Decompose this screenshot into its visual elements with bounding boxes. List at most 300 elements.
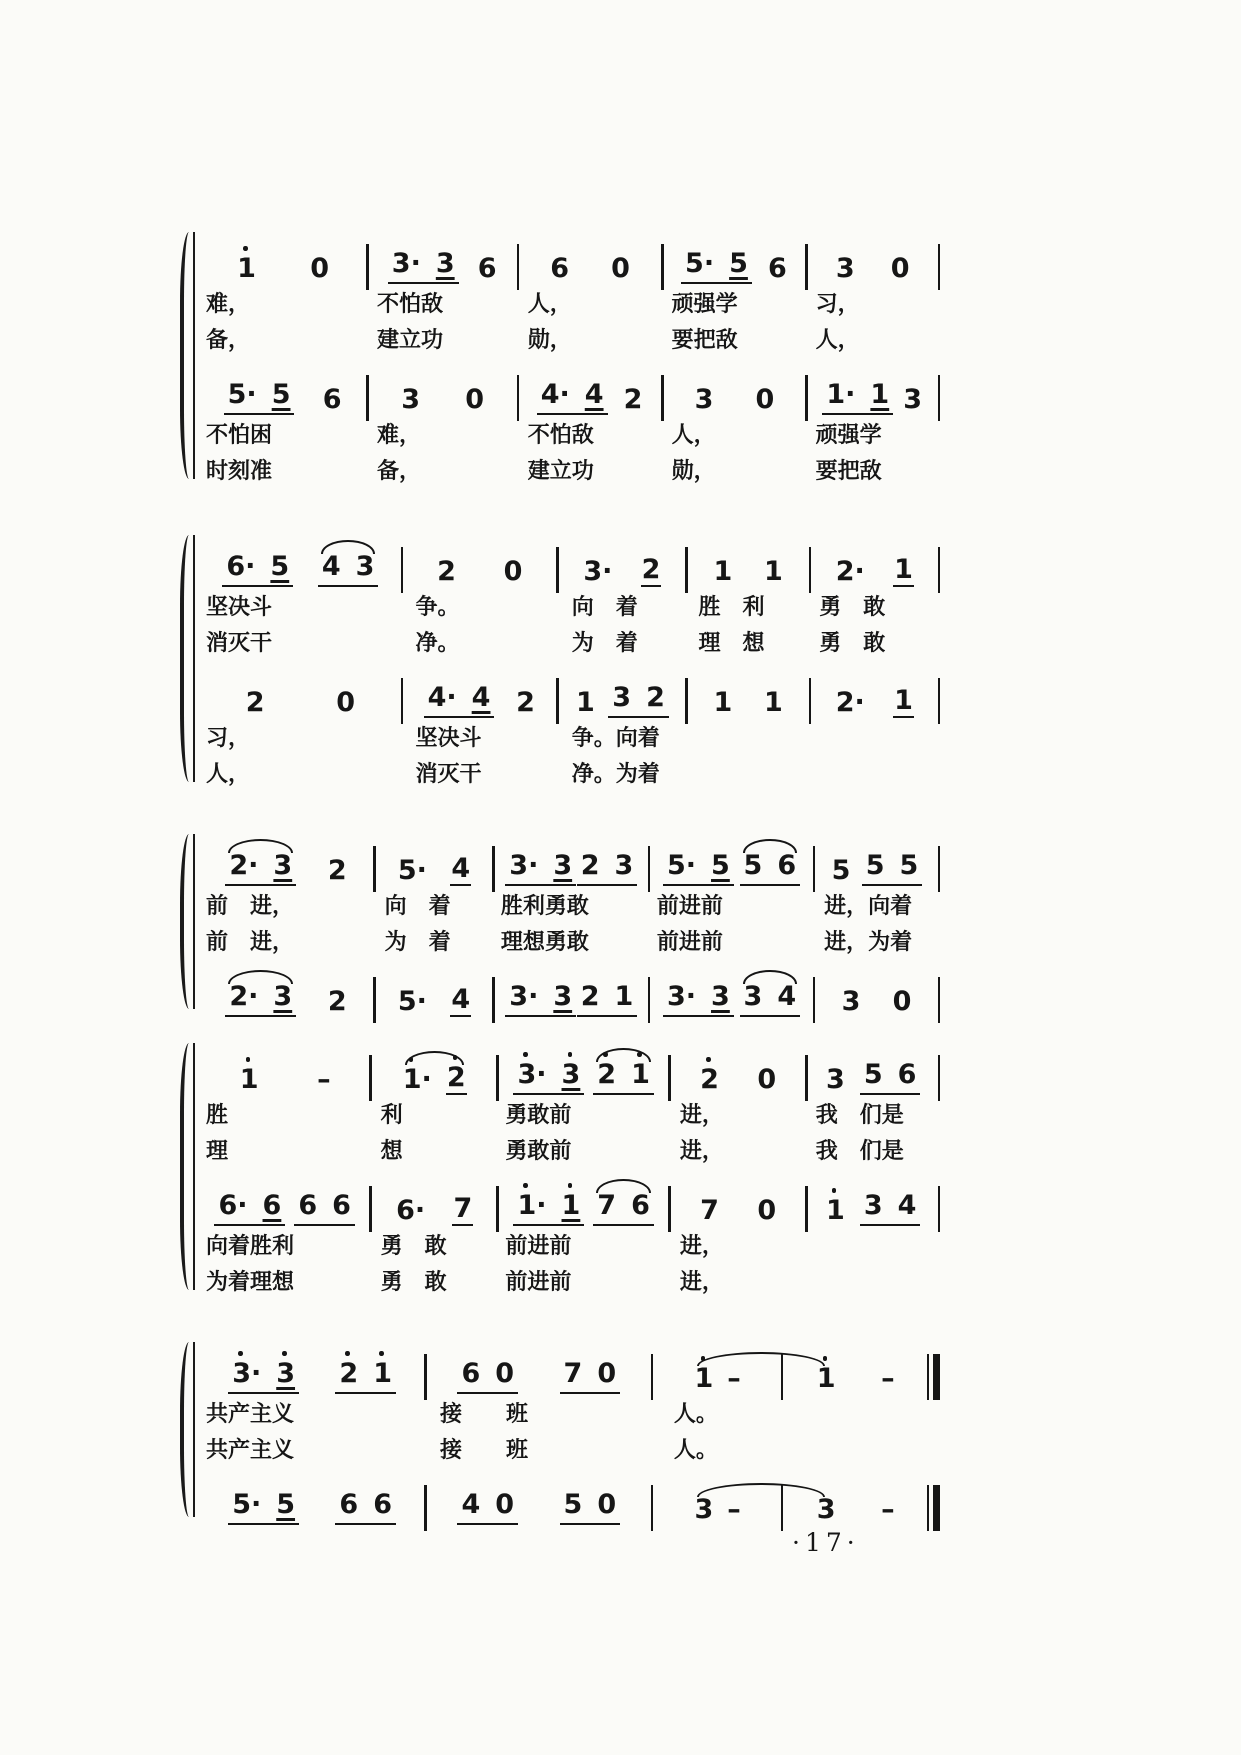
lyric-cell: 利 (380, 1102, 403, 1128)
note-glyph: 6 (631, 1190, 650, 1221)
lyric-cell: 习， (206, 725, 251, 751)
barline-spacer (938, 456, 941, 487)
note (397, 856, 428, 886)
lyric-cell: 进， (679, 1102, 724, 1128)
note-glyph: 4 (451, 853, 471, 884)
note (865, 851, 886, 881)
lyric-cell: 理 (206, 1138, 229, 1164)
note-glyph: 0 (465, 384, 485, 415)
final-barline (927, 1485, 940, 1531)
note-glyph: 3 (816, 1494, 836, 1525)
music-system-4 (200, 1039, 940, 1298)
octave-dot-icon (823, 1356, 828, 1361)
note-glyph: 3 (276, 1358, 296, 1389)
note (614, 982, 635, 1012)
note (436, 557, 457, 587)
note (245, 688, 266, 718)
note (227, 380, 258, 410)
lyrics-line (200, 420, 940, 451)
lyric-cell: 顽强学 (815, 422, 882, 448)
note (580, 851, 601, 881)
note-glyph: 1 (763, 687, 783, 718)
note-glyph: 5 (899, 850, 919, 881)
lyric-cell: 共产主义 (206, 1401, 295, 1427)
measure (495, 982, 648, 1017)
measure (808, 1191, 938, 1226)
note (863, 1060, 884, 1090)
note-glyph: 1 (239, 1064, 259, 1095)
note (902, 385, 923, 415)
note-glyph: 3 (553, 850, 573, 881)
barline (938, 1055, 941, 1101)
note (228, 851, 259, 881)
beam-group (860, 1191, 921, 1226)
rest-note (335, 688, 356, 718)
lyric-cell: 备， (206, 327, 251, 353)
barline (938, 678, 941, 724)
beam-group (663, 851, 734, 886)
lyric-cell: 勋， (671, 458, 716, 484)
notes-line (200, 531, 940, 587)
lyric-cell: 要把敌 (815, 458, 882, 484)
note-glyph: 3 (435, 248, 455, 279)
lyric-cell (692, 723, 810, 754)
note-glyph: 4 (451, 984, 471, 1015)
note (460, 1359, 481, 1389)
note (450, 985, 471, 1017)
note-glyph: 6 (339, 1489, 359, 1520)
lyric-cell: 进，为着 (824, 929, 913, 955)
note (269, 552, 290, 582)
measure (688, 557, 809, 587)
lyric-cell: 想 (380, 1138, 403, 1164)
note-glyph: 0 (310, 253, 330, 284)
rest-note (756, 1196, 777, 1226)
note (614, 851, 635, 881)
barline-spacer (938, 1399, 941, 1430)
measure (200, 380, 366, 415)
lyric-cell: 进，向着 (824, 893, 913, 919)
note-glyph: 3· (509, 981, 539, 1012)
lyric-cell: 人， (206, 761, 251, 787)
lyrics-line (200, 759, 940, 790)
note (372, 1359, 393, 1389)
note (776, 982, 797, 1012)
note-glyph: 5 (711, 850, 730, 881)
measure (519, 380, 661, 415)
note (835, 688, 866, 718)
note-glyph: 5· (397, 986, 427, 1017)
lyrics-line (200, 1136, 940, 1167)
octave-dot-icon (523, 1183, 528, 1188)
note-glyph: 0 (597, 1358, 617, 1389)
note (825, 1065, 846, 1095)
note-glyph: 3 (903, 384, 922, 415)
note-glyph: 1 (614, 981, 634, 1012)
note (596, 1060, 617, 1090)
slur-group (318, 538, 379, 587)
note-glyph: 3 (273, 850, 293, 881)
beam-group (560, 1490, 621, 1525)
notes-line (200, 961, 940, 1017)
note-glyph: 5 (831, 855, 851, 886)
note (863, 1191, 884, 1221)
note-glyph: 2 (446, 1062, 466, 1093)
note (262, 1191, 283, 1221)
note-glyph: 6 (767, 253, 787, 284)
final-bar-thick (933, 1354, 940, 1400)
rest-note (503, 557, 524, 587)
measure (200, 837, 373, 886)
note (239, 1065, 260, 1095)
note-glyph: 5 (863, 1059, 883, 1090)
note-glyph: 5 (563, 1489, 583, 1520)
note-glyph: 3· (583, 556, 613, 587)
note-glyph: 6· (226, 551, 256, 582)
note-glyph: 5· (666, 850, 697, 881)
note-glyph: 6 (298, 1190, 318, 1221)
note (515, 688, 536, 718)
note (561, 1060, 582, 1090)
rest-note (610, 254, 631, 284)
note (825, 380, 856, 410)
measure (372, 1049, 497, 1095)
note (372, 1490, 393, 1520)
measure (653, 1350, 780, 1394)
measure (499, 1046, 668, 1095)
beam-group (457, 1490, 518, 1525)
note-glyph: 5· (685, 248, 715, 279)
note (712, 557, 733, 587)
note (327, 856, 348, 886)
note-glyph: 1 (894, 685, 913, 716)
lyric-cell: 勋， (527, 327, 572, 353)
note (452, 1194, 473, 1226)
final-bar-thin (927, 1485, 930, 1531)
lyric-cell: 净。为着 (571, 761, 660, 787)
note-glyph: 3 (694, 384, 714, 415)
note-glyph: 2· (835, 556, 865, 587)
notes-line (200, 662, 940, 718)
measure (559, 683, 685, 718)
note (816, 1495, 837, 1525)
note-glyph: 5· (397, 855, 427, 886)
note (552, 851, 573, 881)
barline (938, 1186, 941, 1232)
note-glyph: 3 (614, 850, 634, 881)
lyric-cell: 为 着 (571, 630, 638, 656)
note-glyph: 5 (729, 248, 748, 279)
measure (811, 555, 937, 587)
note (236, 254, 257, 284)
note-glyph: 6 (332, 1190, 351, 1221)
measure (783, 1495, 927, 1525)
measure (200, 254, 366, 284)
lyric-cell: 共产主义 (206, 1437, 295, 1463)
note (327, 987, 348, 1017)
note (596, 1191, 617, 1221)
beam-group (505, 982, 576, 1017)
barline (938, 244, 941, 290)
rest-note (494, 1490, 515, 1520)
dash-note: – (881, 1494, 895, 1525)
note (460, 1490, 481, 1520)
slur-group (593, 1177, 654, 1226)
lyric-cell: 人， (527, 291, 572, 317)
note-glyph: 1 (237, 253, 256, 284)
note (869, 380, 890, 410)
note (231, 1490, 262, 1520)
note-glyph: 2 (580, 850, 600, 881)
note-glyph: 2 (597, 1059, 617, 1090)
octave-dot-icon (832, 1188, 837, 1193)
octave-dot-icon (706, 1057, 711, 1062)
note-glyph: 4 (321, 551, 341, 582)
notes-line (200, 359, 940, 415)
rest-note (494, 1359, 515, 1389)
note-glyph: 7 (597, 1190, 617, 1221)
note (645, 683, 666, 713)
note-glyph: 0 (757, 1064, 777, 1095)
slur-group (740, 968, 801, 1017)
note (825, 1196, 846, 1226)
note-glyph: 0 (597, 1489, 617, 1520)
note (831, 856, 852, 886)
note (897, 1191, 918, 1221)
measure (519, 254, 661, 284)
note-glyph: 3 (743, 981, 763, 1012)
note-glyph: 5 (270, 551, 290, 582)
note-glyph: 1 (713, 687, 733, 718)
lyrics-line (200, 628, 940, 659)
music-system-1 (200, 228, 940, 487)
beam-group (608, 683, 669, 718)
beam-group (388, 249, 459, 284)
system-brace (180, 1342, 195, 1517)
rest-note (892, 987, 913, 1017)
note (611, 683, 632, 713)
rest-note (464, 385, 485, 415)
note-glyph: 1· (402, 1064, 432, 1095)
measure (427, 1490, 651, 1525)
barline-spacer (938, 1435, 941, 1466)
note (776, 851, 797, 881)
measure (200, 1065, 369, 1095)
lyric-cell: 我 们是 (815, 1138, 904, 1164)
note (427, 683, 458, 713)
lyric-cell: 向着胜利 (206, 1233, 295, 1259)
measure (664, 249, 806, 284)
beam-group (822, 380, 893, 415)
lyric-cell (813, 759, 937, 790)
note-glyph: 2· (229, 981, 259, 1012)
system-brace (180, 535, 195, 782)
measure (688, 688, 809, 718)
barline-spacer (938, 592, 941, 623)
measure (671, 1196, 806, 1226)
note-glyph: 3 (825, 1064, 845, 1095)
beam-group (335, 1359, 396, 1394)
note-glyph: 2· (229, 850, 259, 881)
octave-dot-icon (523, 1052, 528, 1057)
note (893, 555, 914, 587)
barline-spacer (938, 325, 941, 356)
lyric-cell (813, 723, 937, 754)
beam-group (294, 1191, 355, 1226)
measure (783, 1364, 927, 1394)
measure (808, 380, 938, 415)
note-glyph: 7 (453, 1193, 473, 1224)
measure (815, 851, 937, 886)
note-glyph: 2 (245, 687, 265, 718)
note-glyph: 3 (561, 1059, 581, 1090)
music-system-2 (200, 531, 940, 790)
octave-dot-icon (568, 1052, 573, 1057)
lyrics-line (200, 325, 940, 356)
note-glyph: 5· (232, 1489, 262, 1520)
note (355, 552, 376, 582)
barline-spacer (938, 1267, 941, 1298)
octave-dot-icon (379, 1351, 384, 1356)
rest-note (754, 385, 775, 415)
note-glyph: 6· (396, 1195, 426, 1226)
lyric-cell: 坚决斗 (206, 594, 273, 620)
note (623, 385, 644, 415)
note (666, 851, 697, 881)
barline-spacer (938, 723, 941, 754)
note (508, 982, 539, 1012)
lyric-cell: 进， (679, 1138, 724, 1164)
note-glyph: 4· (427, 682, 457, 713)
lyrics-line (200, 1231, 940, 1262)
lyric-cell (795, 1399, 937, 1430)
note-glyph: 2 (516, 687, 535, 718)
note-glyph: 3 (273, 981, 293, 1012)
music-system-5 (200, 1338, 940, 1525)
note-glyph: 2 (641, 554, 661, 585)
barline-spacer (938, 1231, 941, 1262)
note (666, 982, 697, 1012)
beam-group (537, 380, 608, 415)
note (508, 851, 539, 881)
note (763, 688, 784, 718)
lyrics-line (200, 1267, 940, 1298)
note (231, 1359, 262, 1389)
note-glyph: 1 (763, 556, 783, 587)
note-glyph: 4 (897, 1190, 917, 1221)
note-glyph: 2 (339, 1358, 359, 1389)
sheet-music (200, 228, 940, 1525)
note-glyph: 0 (495, 1358, 515, 1389)
note (228, 982, 259, 1012)
note (897, 1060, 918, 1090)
barline-spacer (938, 759, 941, 790)
note-glyph: 6 (262, 1190, 282, 1221)
lyric-cell: 建立功 (377, 327, 444, 353)
lyric-cell (810, 1231, 938, 1262)
lyric-cell: 胜 利 (698, 594, 765, 620)
lyric-cell: 前 进， (206, 929, 295, 955)
note (630, 1060, 651, 1090)
note (272, 982, 293, 1012)
measure (200, 1191, 369, 1226)
note-glyph: 3 (711, 981, 730, 1012)
lyric-cell: 向 着 (384, 893, 451, 919)
dash-note: – (727, 1494, 741, 1525)
lyric-cell: 进， (679, 1233, 724, 1259)
note (563, 1490, 584, 1520)
note-glyph: 5 (743, 850, 763, 881)
measure (200, 968, 373, 1017)
lyric-cell: 勇 敢 (819, 594, 886, 620)
measure (653, 1481, 780, 1525)
note (694, 1364, 715, 1394)
lyric-cell: 争。向着 (571, 725, 660, 751)
barline-spacer (938, 289, 941, 320)
beam-group (424, 683, 495, 718)
measure (403, 683, 556, 718)
note-glyph: 3 (694, 1494, 714, 1525)
lyric-cell: 接 班 (439, 1437, 528, 1463)
note (402, 1065, 433, 1095)
barline-spacer (938, 420, 941, 451)
barline (938, 977, 941, 1023)
lyric-cell: 勇 敢 (380, 1233, 447, 1259)
note-glyph: 4 (461, 1489, 481, 1520)
lyric-cell: 理 想 (698, 630, 765, 656)
note (271, 380, 292, 410)
measure (200, 688, 401, 718)
note (835, 254, 856, 284)
beam-group (222, 552, 293, 587)
slur-group (402, 1049, 467, 1095)
note-glyph: 5· (227, 379, 257, 410)
note (217, 1191, 248, 1221)
note-glyph: 0 (757, 1195, 777, 1226)
beam-group (862, 851, 923, 886)
note-glyph: 2· (835, 687, 865, 718)
note (712, 688, 733, 718)
measure (495, 851, 648, 886)
note (400, 385, 421, 415)
note (582, 557, 613, 587)
notes-line (200, 830, 940, 886)
note (816, 1364, 837, 1394)
lyric-cell: 消灭干 (415, 761, 482, 787)
lyric-cell: 建立功 (527, 458, 594, 484)
note-glyph: 2 (327, 986, 347, 1017)
lyric-cell: 勇敢前 (505, 1138, 572, 1164)
note (893, 686, 914, 718)
note (516, 1191, 547, 1221)
note-glyph: 1 (575, 687, 595, 718)
note-glyph: 3· (517, 1059, 547, 1090)
note (322, 385, 343, 415)
lyric-cell: 前进前 (656, 893, 723, 919)
note (275, 1490, 296, 1520)
lyrics-line (200, 1435, 940, 1466)
octave-dot-icon (246, 1057, 251, 1062)
lyric-cell: 备， (377, 458, 422, 484)
note (552, 982, 573, 1012)
note-glyph: 1 (694, 1363, 714, 1394)
note-glyph: 1 (561, 1190, 581, 1221)
note-glyph: 3 (835, 253, 855, 284)
note-glyph: 4· (540, 379, 570, 410)
note (225, 552, 256, 582)
system-brace (180, 1043, 195, 1290)
note-glyph: 0 (503, 556, 523, 587)
